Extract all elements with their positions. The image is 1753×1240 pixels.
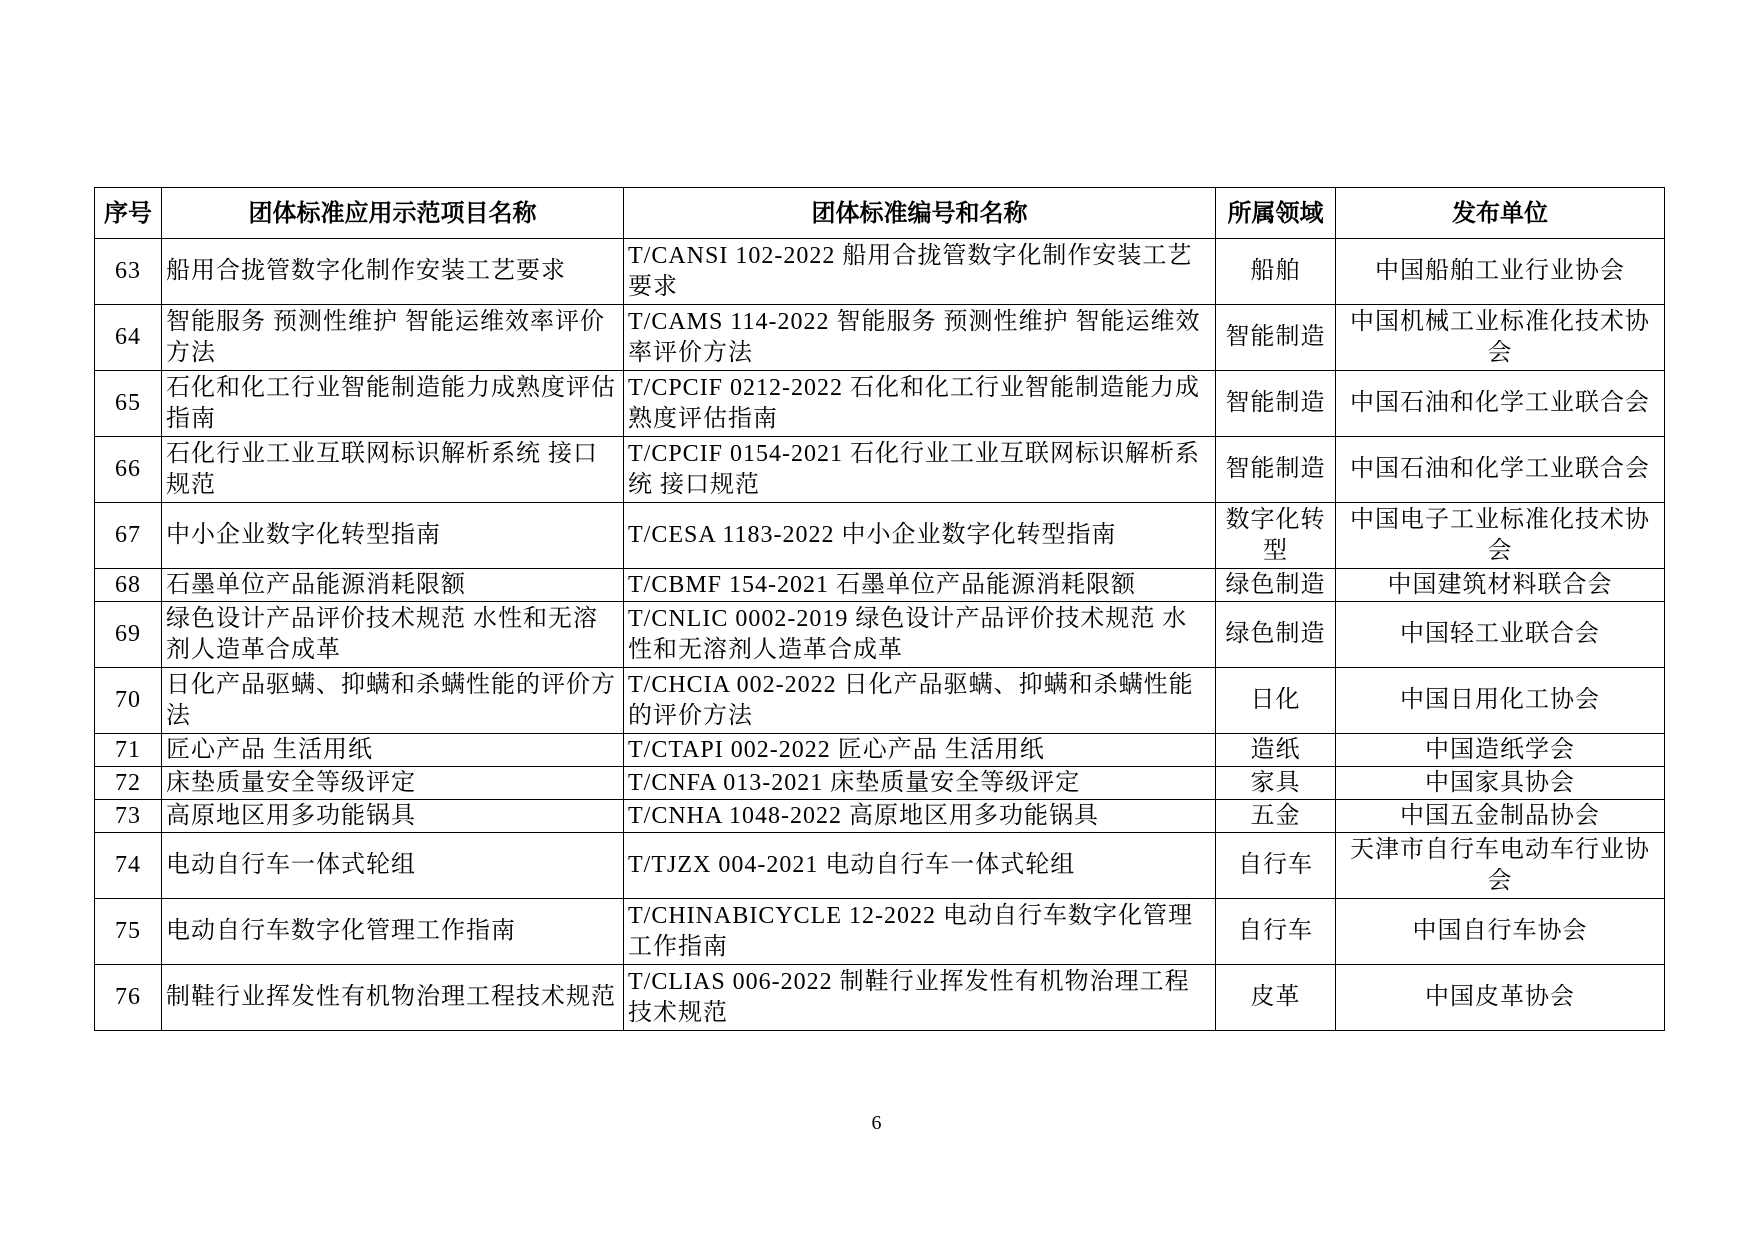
row-publisher: 中国轻工业联合会 [1336,602,1665,668]
row-publisher: 中国石油和化学工业联合会 [1336,371,1665,437]
row-project: 石化和化工行业智能制造能力成熟度评估指南 [162,371,624,437]
standards-table [94,187,1665,1031]
row-project: 日化产品驱螨、抑螨和杀螨性能的评价方法 [162,668,624,734]
row-project: 石墨单位产品能源消耗限额 [162,569,624,602]
row-publisher: 中国自行车协会 [1336,899,1665,965]
row-seq: 64 [95,305,162,371]
row-publisher: 中国五金制品协会 [1336,800,1665,833]
table-row [95,800,1665,833]
row-publisher: 中国船舶工业行业协会 [1336,239,1665,305]
row-publisher: 中国造纸学会 [1336,734,1665,767]
row-publisher: 中国机械工业标准化技术协会 [1336,305,1665,371]
table-row [95,239,1665,305]
row-standard: T/TJZX 004-2021 电动自行车一体式轮组 [624,833,1216,899]
row-field: 家具 [1216,767,1336,800]
row-project: 船用合拢管数字化制作安装工艺要求 [162,239,624,305]
header-seq: 序号 [95,188,162,239]
row-project: 电动自行车一体式轮组 [162,833,624,899]
row-seq: 66 [95,437,162,503]
row-project: 智能服务 预测性维护 智能运维效率评价方法 [162,305,624,371]
row-standard: T/CTAPI 002-2022 匠心产品 生活用纸 [624,734,1216,767]
header-project-name: 团体标准应用示范项目名称 [162,188,624,239]
row-project: 石化行业工业互联网标识解析系统 接口规范 [162,437,624,503]
table-row [95,305,1665,371]
row-project: 中小企业数字化转型指南 [162,503,624,569]
table-row [95,668,1665,734]
row-field: 造纸 [1216,734,1336,767]
row-field: 五金 [1216,800,1336,833]
row-field: 智能制造 [1216,371,1336,437]
table-row [95,899,1665,965]
row-field: 船舶 [1216,239,1336,305]
row-standard: T/CESA 1183-2022 中小企业数字化转型指南 [624,503,1216,569]
row-seq: 75 [95,899,162,965]
table-row [95,965,1665,1031]
row-seq: 73 [95,800,162,833]
row-standard: T/CAMS 114-2022 智能服务 预测性维护 智能运维效率评价方法 [624,305,1216,371]
row-standard: T/CNFA 013-2021 床垫质量安全等级评定 [624,767,1216,800]
row-standard: T/CLIAS 006-2022 制鞋行业挥发性有机物治理工程技术规范 [624,965,1216,1031]
row-seq: 65 [95,371,162,437]
row-project: 床垫质量安全等级评定 [162,767,624,800]
row-seq: 70 [95,668,162,734]
row-seq: 71 [95,734,162,767]
page-number: 6 [871,1112,882,1134]
row-field: 自行车 [1216,833,1336,899]
row-standard: T/CPCIF 0212-2022 石化和化工行业智能制造能力成熟度评估指南 [624,371,1216,437]
row-publisher: 天津市自行车电动车行业协会 [1336,833,1665,899]
row-publisher: 中国皮革协会 [1336,965,1665,1031]
row-seq: 72 [95,767,162,800]
row-seq: 74 [95,833,162,899]
row-standard: T/CNLIC 0002-2019 绿色设计产品评价技术规范 水性和无溶剂人造革合成革 [624,602,1216,668]
table-row [95,833,1665,899]
row-field: 日化 [1216,668,1336,734]
row-project: 制鞋行业挥发性有机物治理工程技术规范 [162,965,624,1031]
row-project: 匠心产品 生活用纸 [162,734,624,767]
table-row [95,734,1665,767]
table-row [95,569,1665,602]
row-seq: 67 [95,503,162,569]
row-field: 皮革 [1216,965,1336,1031]
row-field: 绿色制造 [1216,569,1336,602]
table-row [95,437,1665,503]
row-field: 数字化转型 [1216,503,1336,569]
row-standard: T/CBMF 154-2021 石墨单位产品能源消耗限额 [624,569,1216,602]
row-project: 高原地区用多功能锅具 [162,800,624,833]
row-field: 自行车 [1216,899,1336,965]
row-field: 绿色制造 [1216,602,1336,668]
row-publisher: 中国家具协会 [1336,767,1665,800]
row-field: 智能制造 [1216,305,1336,371]
table-row [95,602,1665,668]
row-seq: 69 [95,602,162,668]
row-standard: T/CPCIF 0154-2021 石化行业工业互联网标识解析系统 接口规范 [624,437,1216,503]
table-row [95,767,1665,800]
row-publisher: 中国电子工业标准化技术协会 [1336,503,1665,569]
row-standard: T/CHINABICYCLE 12-2022 电动自行车数字化管理工作指南 [624,899,1216,965]
row-seq: 76 [95,965,162,1031]
header-publisher: 发布单位 [1336,188,1665,239]
row-publisher: 中国石油和化学工业联合会 [1336,437,1665,503]
table-row [95,503,1665,569]
header-standard: 团体标准编号和名称 [624,188,1216,239]
header-field: 所属领域 [1216,188,1336,239]
row-project: 绿色设计产品评价技术规范 水性和无溶剂人造革合成革 [162,602,624,668]
row-standard: T/CANSI 102-2022 船用合拢管数字化制作安装工艺要求 [624,239,1216,305]
row-publisher: 中国建筑材料联合会 [1336,569,1665,602]
table-header-row [95,188,1665,239]
table-row [95,371,1665,437]
row-standard: T/CNHA 1048-2022 高原地区用多功能锅具 [624,800,1216,833]
row-standard: T/CHCIA 002-2022 日化产品驱螨、抑螨和杀螨性能的评价方法 [624,668,1216,734]
row-field: 智能制造 [1216,437,1336,503]
row-project: 电动自行车数字化管理工作指南 [162,899,624,965]
row-publisher: 中国日用化工协会 [1336,668,1665,734]
row-seq: 63 [95,239,162,305]
row-seq: 68 [95,569,162,602]
